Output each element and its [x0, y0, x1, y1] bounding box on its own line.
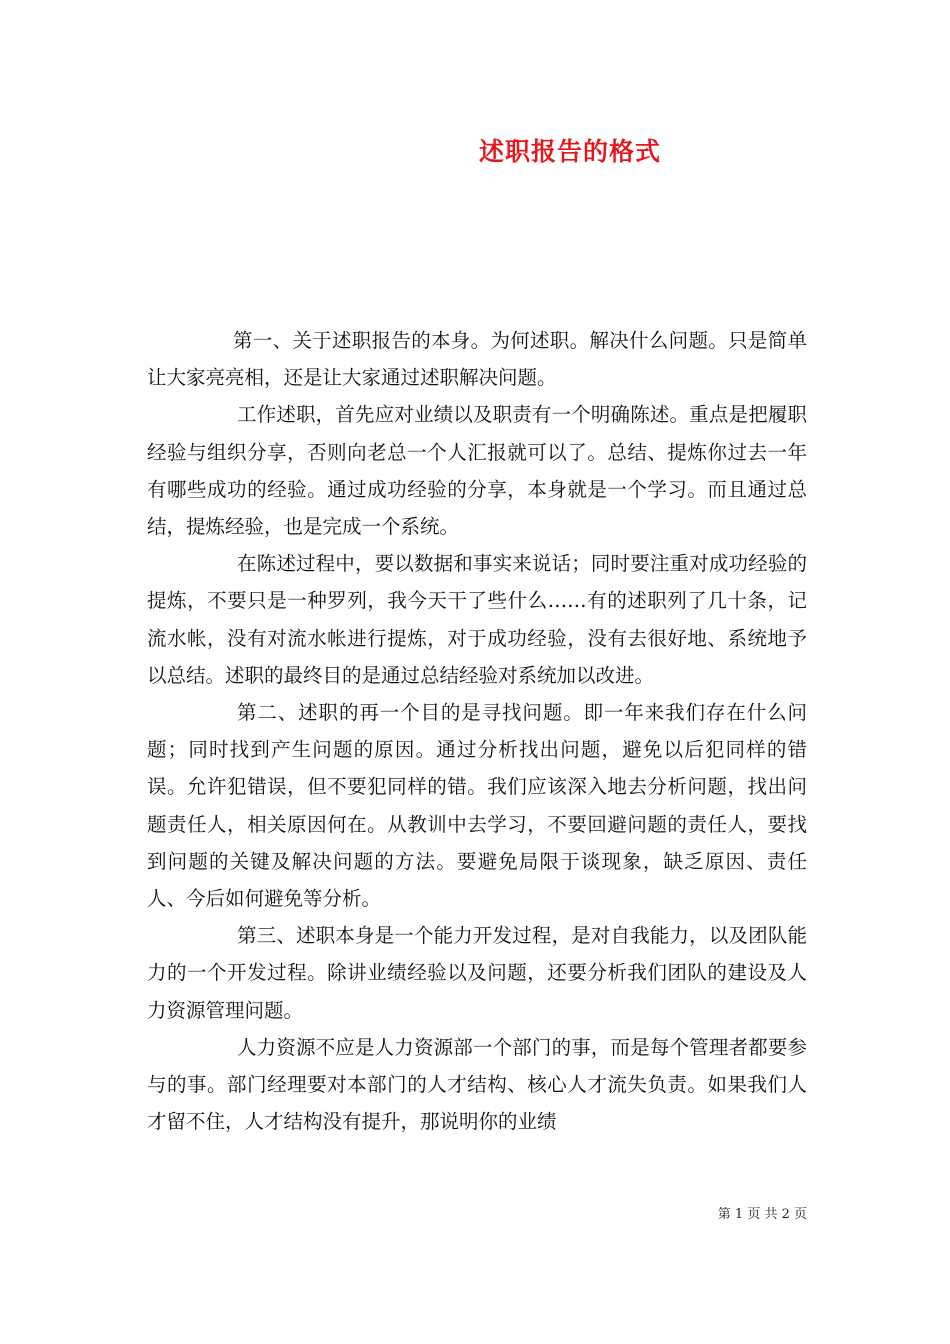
document-body — [147, 322, 807, 1140]
paragraph-4: 第二、述职的再一个目的是寻找问题。即一年来我们存在什么问题；同时找到产生问题的原因。通过分析找出问题，避免以后犯同样的错误。允许犯错误，但不要犯同样的错。我们应该深入地去分析问题，找出问题责任人，相关原因何在。从教训中去学习，不要回避问题的责任人，要找到问题的关键及解决问题的方法。要避免局限于谈现象，缺乏原因、责任人、今后如何避免等分析。 — [147, 701, 807, 911]
paragraph-5: 第三、述职本身是一个能力开发过程，是对自我能力，以及团队能力的一个开发过程。除讲业绩经验以及问题，还要分析我们团队的建设及人力资源管理问题。 — [147, 924, 807, 1022]
paragraph-2: 工作述职，首先应对业绩以及职责有一个明确陈述。重点是把履职经验与组织分享，否则向老总一个人汇报就可以了。总结、提炼你过去一年有哪些成功的经验。通过成功经验的分享，本身就是一个学习。而且通过总结，提炼经验，也是完成一个系统。 — [147, 403, 807, 539]
paragraph-6: 人力资源不应是人力资源部一个部门的事，而是每个管理者都要参与的事。部门经理要对本部门的人才结构、核心人才流失负责。如果我们人才留不住，人才结构没有提升，那说明你的业绩 — [147, 1035, 807, 1134]
paragraph-3: 在陈述过程中，要以数据和事实来说话；同时要注重对成功经验的提炼，不要只是一种罗列，我今天干了些什么……有的述职列了几十条，记流水帐，没有对流水帐进行提炼，对于成功经验，没有去很好地、系统地予以总结。述职的最终目的是通过总结经验对系统加以改进。 — [147, 552, 807, 687]
page-number-footer: 第 1 页 共 2 页 — [717, 1207, 807, 1222]
paragraph-1: 第一、关于述职报告的本身。为何述职。解决什么问题。只是简单让大家亮亮相，还是让大家通过述职解决问题。 — [147, 329, 807, 390]
document-title: 述职报告的格式 — [478, 137, 661, 166]
